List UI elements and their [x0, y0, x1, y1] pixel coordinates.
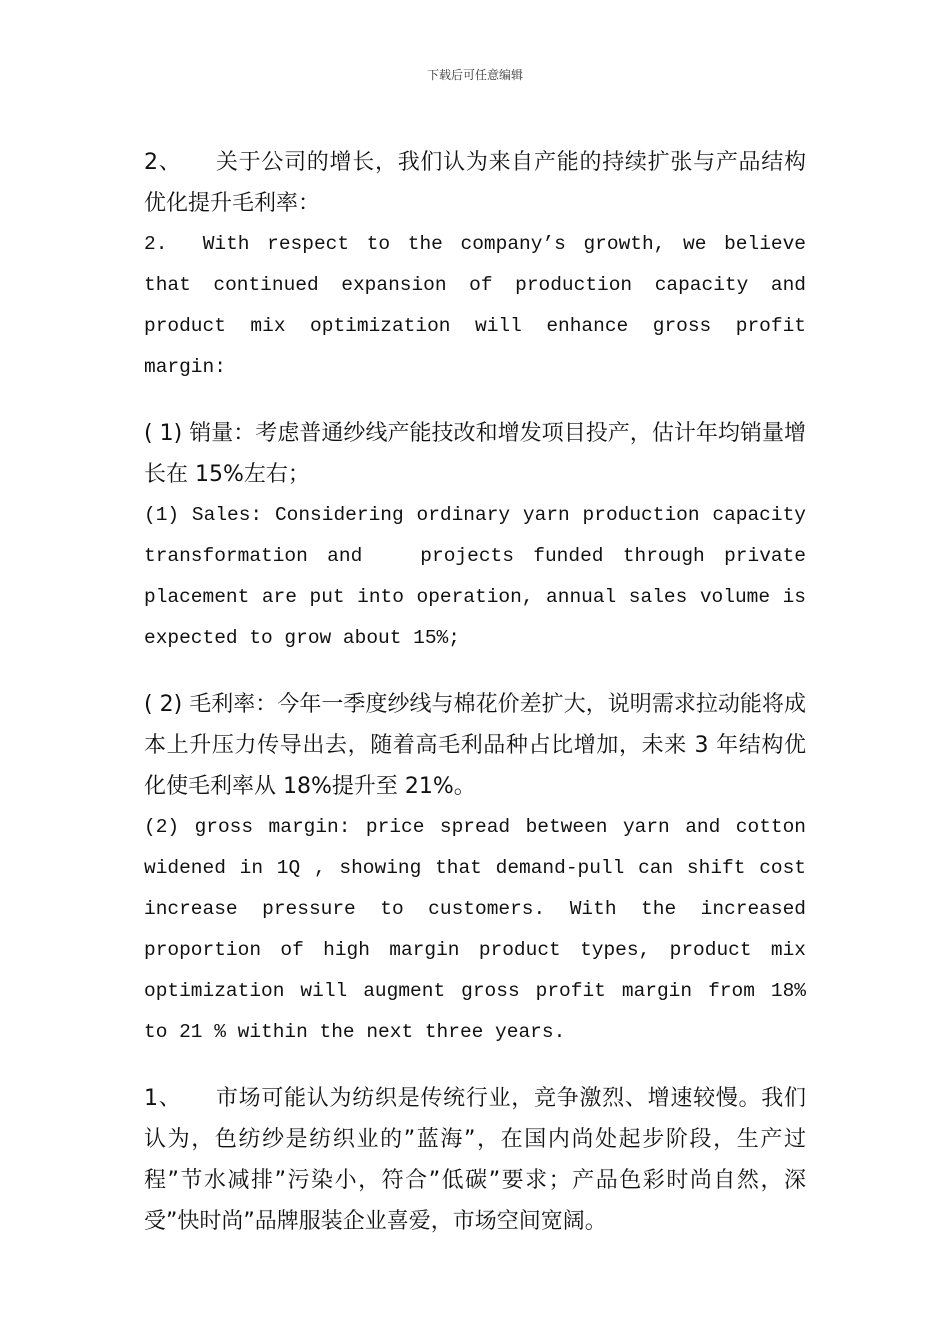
- section-1-chinese: 2、 关于公司的增长，我们认为来自产能的持续扩张与产品结构优化提升毛利率：: [144, 150, 806, 216]
- section-2-english: (1) Sales: Considering ordinary yarn production capacity transformation and projects funded through private placement are put into operation, annual sales volume is expected to grow about 15%;: [144, 504, 818, 649]
- document-body: [144, 142, 818, 1242]
- section-2-chinese: ( 1) 销量：考虑普通纱线产能技改和增发项目投产，估计年均销量增长在 15%左右；: [144, 421, 806, 487]
- section-3-chinese: ( 2) 毛利率：今年一季度纱线与棉花价差扩大，说明需求拉动能将成本上升压力传导出去，随着高毛利品种占比增加，未来 3 年结构优化使毛利率从 18%提升至 21%。: [144, 692, 806, 799]
- page-header: 下载后可任意编辑: [426, 68, 523, 82]
- section-3-english: (2) gross margin: price spread between yarn and cotton widened in 1Q , showing that demand-pull can shift cost increase pressure to customers. With the increased proportion of high margin product types, product mix optimization will augment gross profit margin from 18% to 21 % within the next three years.: [144, 816, 818, 1043]
- section-4-chinese: 1、 市场可能认为纺织是传统行业，竞争激烈、增速较慢。我们认为，色纺纱是纺织业的”蓝海”，在国内尚处起步阶段，生产过程”节水减排”污染小，符合”低碳”要求；产品色彩时尚自然，深受”快时尚”品牌服装企业喜爱，市场空间宽阔。: [144, 1086, 806, 1234]
- section-1-english: 2. With respect to the company’s growth, we believe that continued expansion of production capacity and product mix optimization will enhance gross profit margin:: [144, 233, 818, 378]
